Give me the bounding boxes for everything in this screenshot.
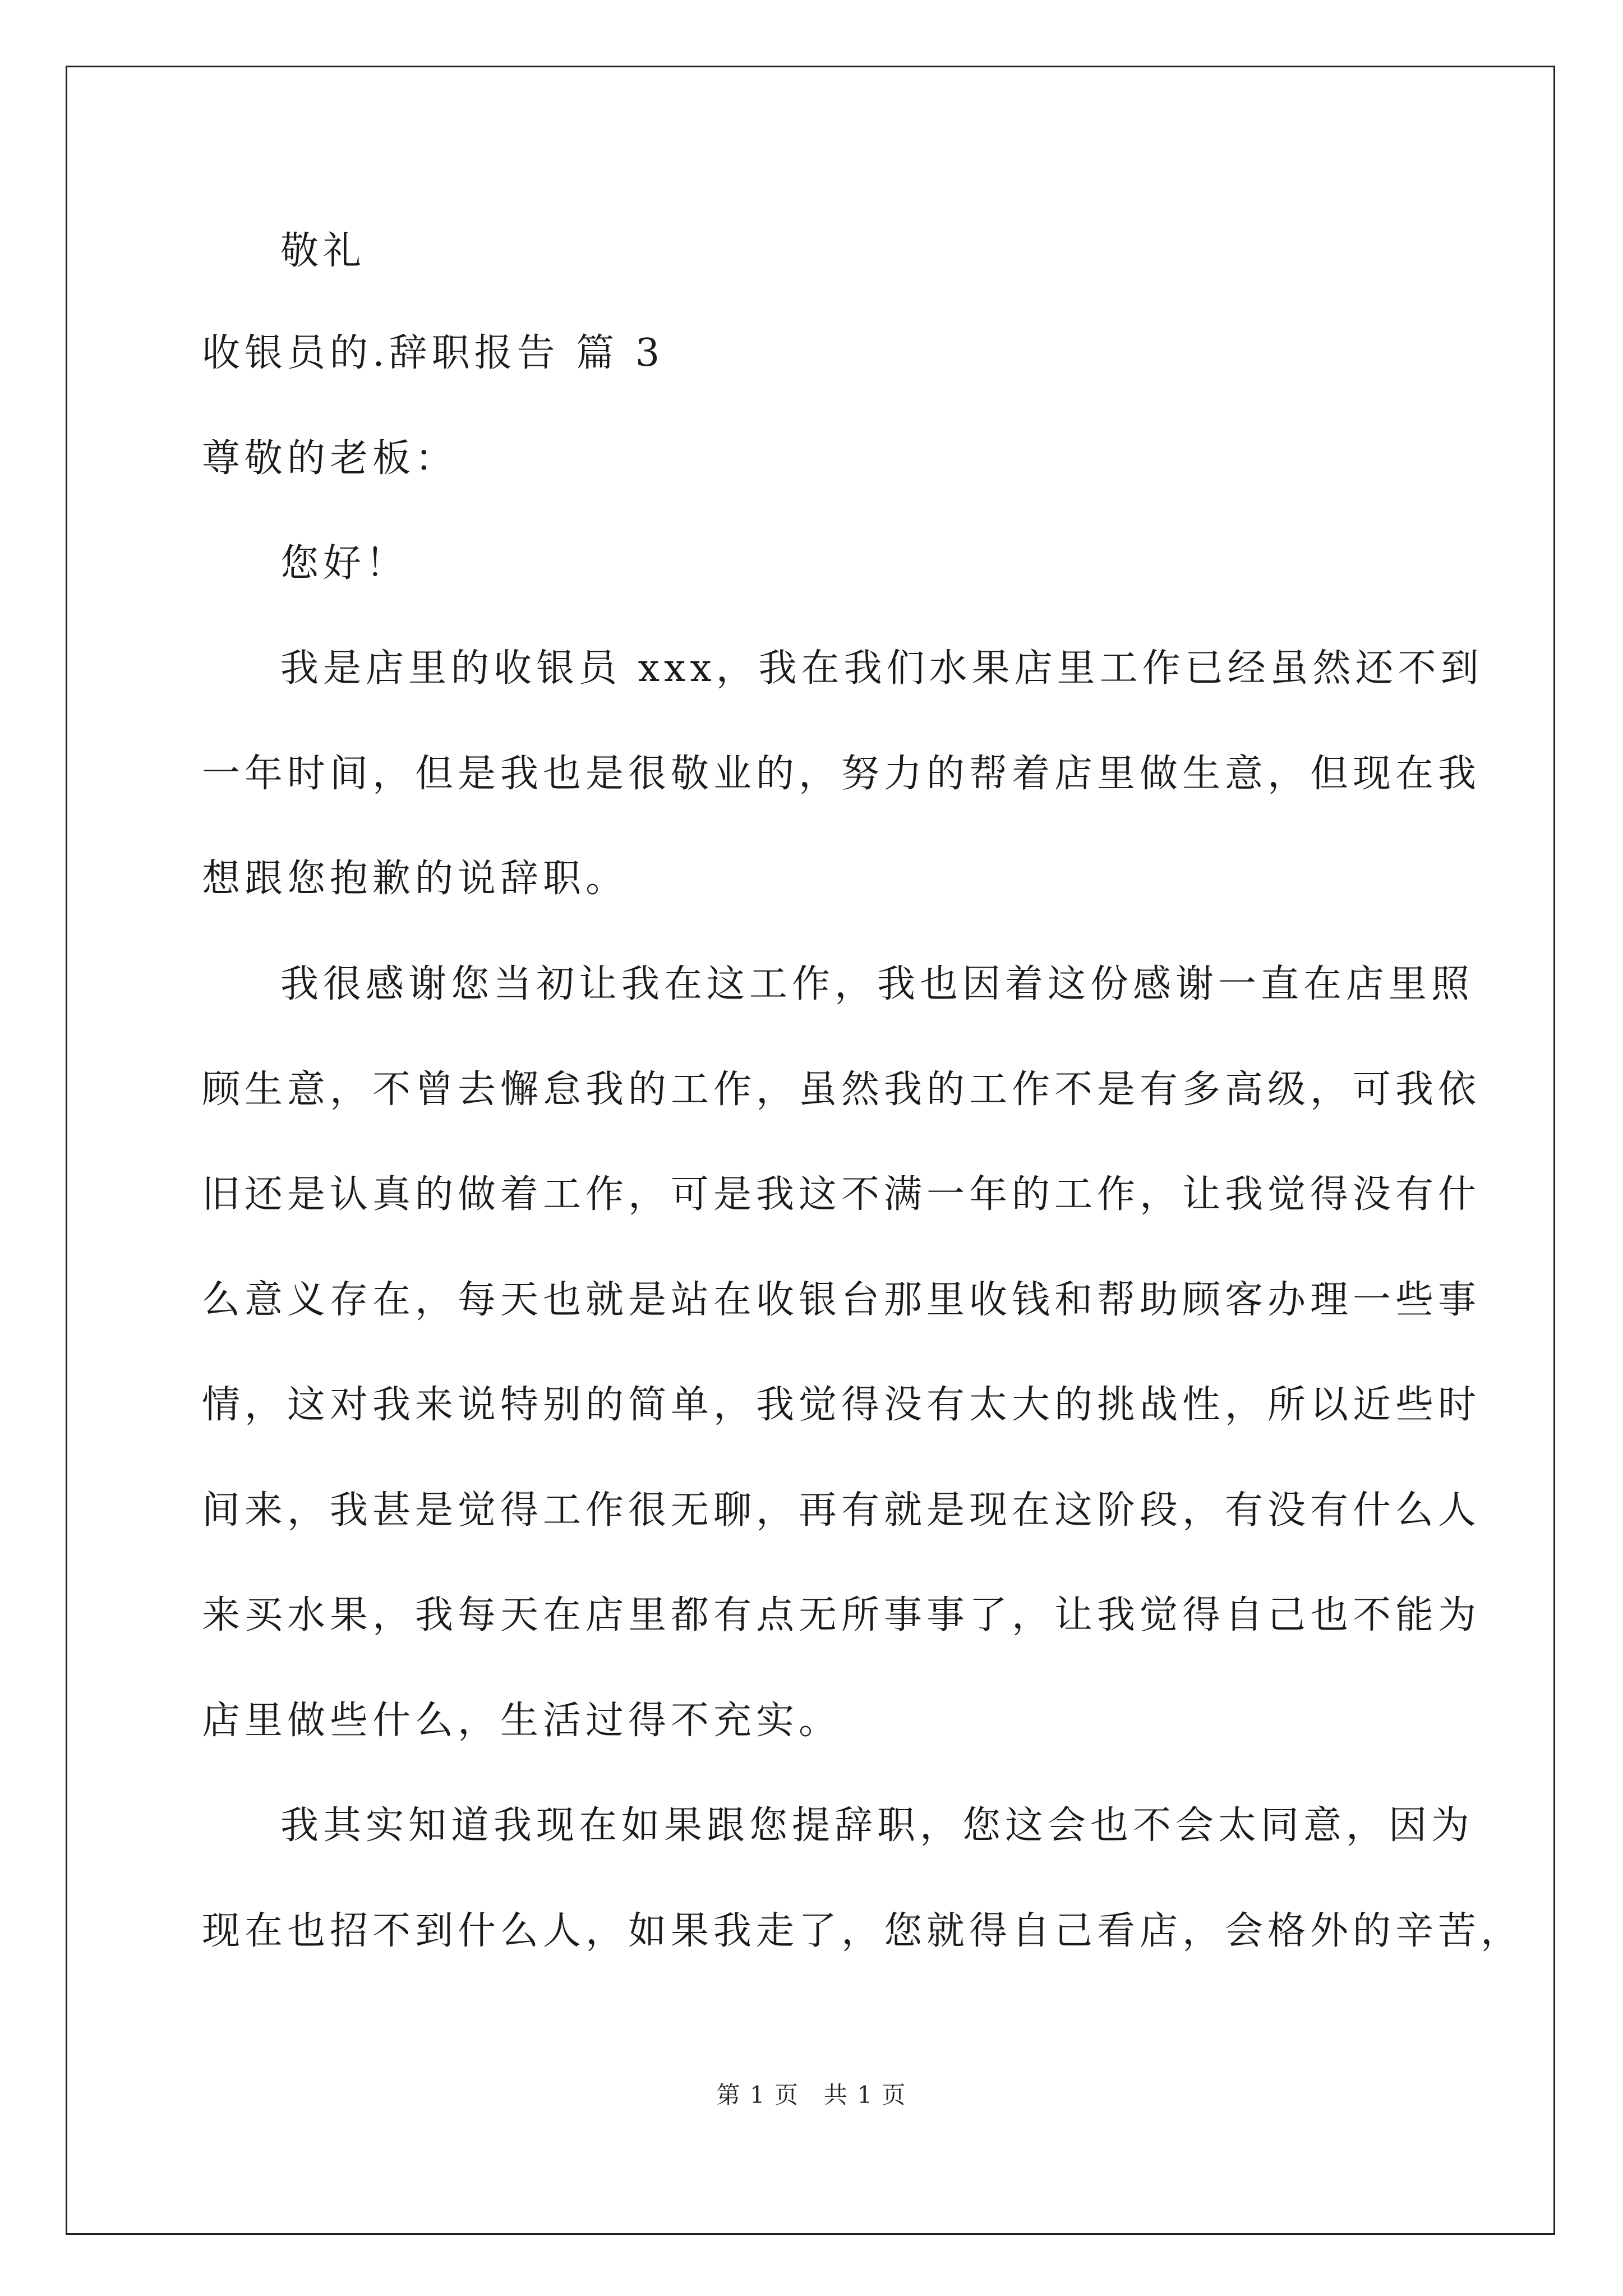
paragraph-2-line-1: 我很感谢您当初让我在这工作，我也因着这份感谢一直在店里照	[280, 962, 1474, 1006]
paragraph-1-line-2: 一年时间，但是我也是很敬业的，努力的帮着店里做生意，但现在我	[202, 752, 1481, 796]
letter-addressee: 尊敬的老板：	[202, 436, 458, 481]
paragraph-2-line-6: 间来，我甚是觉得工作很无聊，再有就是现在这阶段，有没有什么人	[202, 1488, 1481, 1533]
paragraph-2-line-4: 么意义存在，每天也就是站在收银台那里收钱和帮助顾客办理一些事	[202, 1278, 1481, 1322]
paragraph-3-line-1: 我其实知道我现在如果跟您提辞职，您这会也不会太同意，因为	[280, 1803, 1474, 1848]
greeting: 您好！	[280, 541, 409, 586]
paragraph-2-line-5: 情，这对我来说特别的简单，我觉得没有太大的挑战性，所以近些时	[202, 1383, 1481, 1427]
section-heading: 收银员的.辞职报告 篇 3	[202, 331, 665, 375]
paragraph-3-line-2: 现在也招不到什么人，如果我走了，您就得自己看店，会格外的辛苦，	[202, 1909, 1524, 1953]
paragraph-2-line-7: 来买水果，我每天在店里都有点无所事事了，让我觉得自己也不能为	[202, 1593, 1481, 1637]
paragraph-1-line-3: 想跟您抱歉的说辞职。	[202, 857, 629, 901]
paragraph-1-line-1: 我是店里的收银员 xxx，我在我们水果店里工作已经虽然还不到	[280, 646, 1483, 691]
paragraph-2-line-8: 店里做些什么，生活过得不充实。	[202, 1699, 842, 1743]
paragraph-2-line-3: 旧还是认真的做着工作，可是我这不满一年的工作，让我觉得没有什	[202, 1172, 1481, 1217]
page-number-footer: 第 1 页 共 1 页	[716, 2081, 907, 2109]
paragraph-2-line-2: 顾生意，不曾去懈怠我的工作，虽然我的工作不是有多高级，可我依	[202, 1068, 1481, 1112]
closing-salutation: 敬礼	[280, 229, 366, 273]
